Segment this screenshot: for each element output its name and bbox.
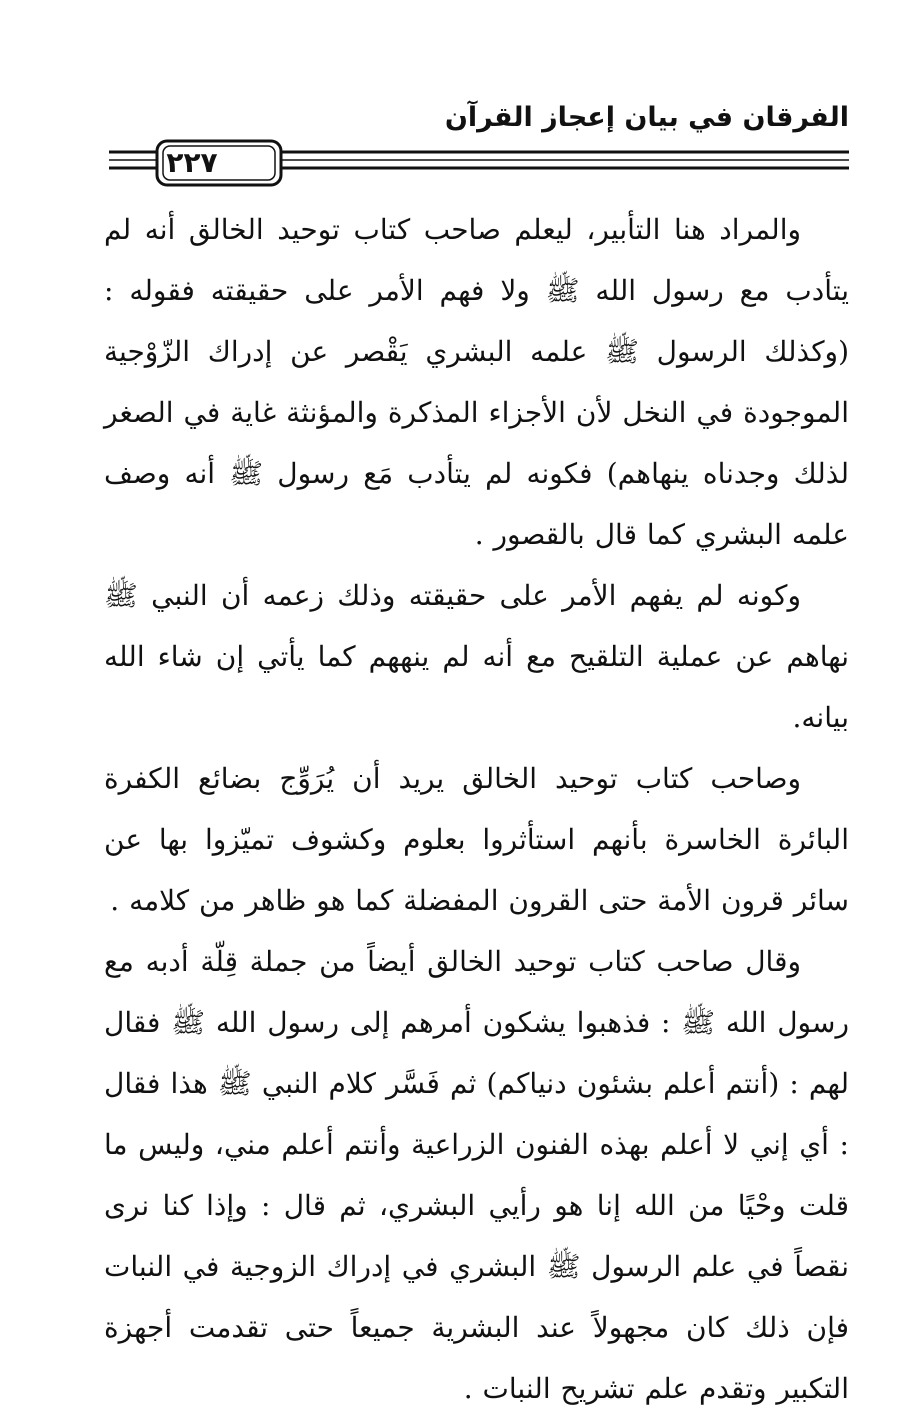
paragraph: وصاحب كتاب توحيد الخالق يريد أن يُرَوِّج بضائع الكفرة البائرة الخاسرة بأنهم استأثروا بعلوم وكشوف تميّزوا بها عن سائر قرون الأمة حتى القرون المفضلة كما هو ظاهر من كلامه .	[104, 762, 849, 917]
paragraph: وكونه لم يفهم الأمر على حقيقته وذلك زعمه أن النبي ﷺ نهاهم عن عملية التلقيح مع أنه لم ينههم كما يأتي إن شاء الله بيانه.	[104, 579, 849, 734]
page-number: ٢٢٧	[166, 146, 218, 179]
body-text	[104, 199, 849, 1419]
paragraph: والمراد هنا التأبير، ليعلم صاحب كتاب توحيد الخالق أنه لم يتأدب مع رسول الله ﷺ ولا فهم الأمر على حقيقته فقوله : (وكذلك الرسول ﷺ علمه البشري يَقْصر عن إدراك الزّوْجية الموجودة في النخل لأن الأجزاء المذكرة والمؤنثة غاية في الصغر لذلك وجدناه ينهاهم) فكونه لم يتأدب مَع رسول ﷺ أنه وصف علمه البشري كما قال بالقصور .	[104, 213, 849, 551]
paragraph: وقال صاحب كتاب توحيد الخالق أيضاً من جملة قِلّة أدبه مع رسول الله ﷺ : فذهبوا يشكون أمرهم إلى رسول الله ﷺ فقال لهم : (أنتم أعلم بشئون دنياكم) ثم فَسَّر كلام النبي ﷺ هذا فقال : أي إني لا أعلم بهذه الفنون الزراعية وأنتم أعلم مني، وليس ما قلت وحْيًا من الله إنا هو رأيي البشري، ثم قال : وإذا كنا نرى نقصاً في علم الرسول ﷺ البشري في إدراك الزوجية في النبات فإن ذلك كان مجهولاً عند البشرية جميعاً حتى تقدمت أجهزة التكبير وتقدم علم تشريح النبات .	[104, 945, 849, 1405]
running-title: الفرقان في بيان إعجاز القرآن	[444, 102, 849, 133]
